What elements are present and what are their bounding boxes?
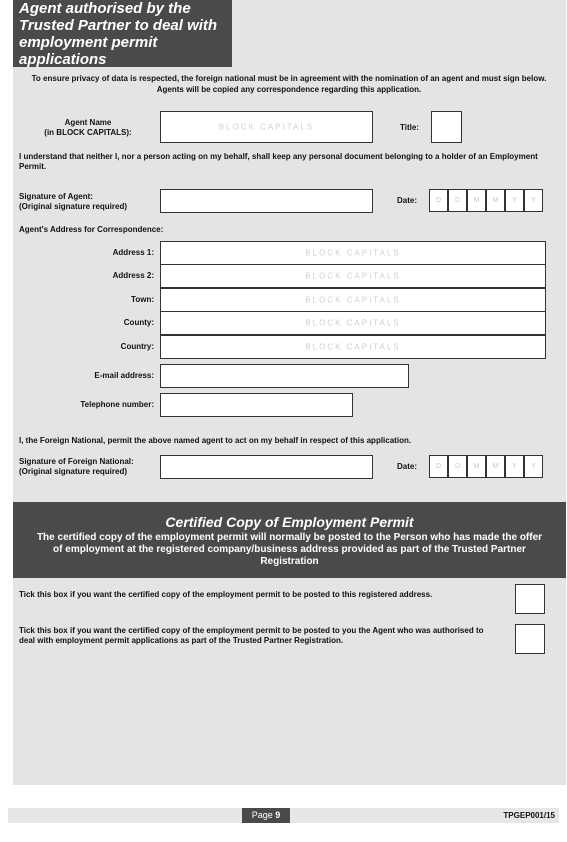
address1-field[interactable] [160, 241, 546, 265]
tick-agent-address-checkbox[interactable] [515, 624, 545, 654]
agent-signature-label-line2: (Original signature required) [19, 202, 128, 211]
form-code: TPGEP001/15 [503, 811, 555, 820]
address2-label: Address 2: [112, 271, 154, 280]
agent-name-label-line2: (in BLOCK CAPITALS): [44, 128, 132, 137]
tick1-text: Tick this box if you want the certified copy of the employment permit to be posted to this registered address. [19, 590, 433, 599]
title-line-2: Trusted Partner to deal with [19, 17, 218, 34]
permit-statement: I, the Foreign National, permit the above named agent to act on my behalf in respect of this application. [19, 436, 412, 445]
town-field[interactable] [160, 288, 546, 312]
fn-date-month-1[interactable]: M [467, 455, 486, 478]
agent-signature-label-line1: Signature of Agent: [19, 192, 93, 201]
page-number [242, 808, 290, 823]
certified-copy-title: Certified Copy of Employment Permit [165, 514, 414, 530]
address2-field[interactable] [160, 264, 546, 288]
address-heading: Agent's Address for Correspondence: [19, 225, 164, 234]
fn-date-day-1[interactable]: D [429, 455, 448, 478]
county-field[interactable] [160, 311, 546, 335]
title-line-3: employment permit [19, 34, 158, 51]
agent-name-label-line1: Agent Name [64, 118, 112, 127]
agent-name-field[interactable] [160, 111, 373, 143]
title-line-4: applications [19, 51, 107, 68]
fn-date-month-2[interactable]: M [486, 455, 505, 478]
agent-signature-field[interactable] [160, 189, 373, 213]
phone-field[interactable] [160, 393, 353, 417]
fn-signature-label-line2: (Original signature required) [19, 467, 128, 476]
email-field[interactable] [160, 364, 409, 388]
fn-date-label: Date: [397, 462, 418, 471]
county-placeholder: BLOCK CAPITALS [305, 318, 401, 328]
address1-placeholder: BLOCK CAPITALS [305, 248, 401, 258]
agent-date-day-1[interactable]: D [429, 189, 448, 212]
fn-date-day-2[interactable]: D [448, 455, 467, 478]
fn-date-year-1[interactable]: Y [505, 455, 524, 478]
country-placeholder: BLOCK CAPITALS [305, 342, 401, 352]
email-label: E-mail address: [94, 371, 154, 380]
fn-signature-field[interactable] [160, 455, 373, 479]
town-placeholder: BLOCK CAPITALS [305, 295, 401, 305]
county-label: County: [123, 318, 154, 327]
understand-statement: I understand that neither I, nor a person acting on my behalf, shall keep any personal document belonging to a holder of an Employment Permit. [19, 152, 538, 171]
agent-date-year-2[interactable]: Y [524, 189, 543, 212]
town-label: Town: [131, 295, 154, 304]
fn-date-year-2[interactable]: Y [524, 455, 543, 478]
certified-copy-text: The certified copy of the employment permit will normally be posted to the Person who has made the offer of employment at the registered company/business address provided as part of the Trusted Partner Registration [36, 532, 543, 567]
section-title [13, 0, 232, 67]
agent-date-day-2[interactable]: D [448, 189, 467, 212]
certified-copy-banner [13, 502, 566, 578]
agent-date-month-1[interactable]: M [467, 189, 486, 212]
privacy-intro: To ensure privacy of data is respected, the foreign national must be in agreement with the nomination of an agent and must sign below. Agents will be copied any correspondence regarding this application. [31, 74, 547, 94]
agent-date-label: Date: [397, 196, 418, 205]
address1-label: Address 1: [112, 248, 154, 257]
page-number-value: 9 [275, 810, 281, 820]
address2-placeholder: BLOCK CAPITALS [305, 271, 401, 281]
agent-date-year-1[interactable]: Y [505, 189, 524, 212]
agent-signature-label [19, 192, 159, 212]
tick2-text: Tick this box if you want the certified copy of the employment permit to be posted to you the Agent who was authorised to deal with employment permit applications as part of the Trusted Partner Registration. [19, 626, 484, 645]
fn-signature-label-line1: Signature of Foreign National: [19, 457, 134, 466]
country-label: Country: [120, 342, 154, 351]
tick-registered-address-checkbox[interactable] [515, 584, 545, 614]
country-field[interactable] [160, 335, 546, 359]
title-label: Title: [400, 123, 419, 132]
title-line-1: Agent authorised by the [19, 0, 191, 17]
title-field[interactable] [431, 111, 462, 143]
agent-date-month-2[interactable]: M [486, 189, 505, 212]
page-label: Page [251, 810, 273, 820]
fn-signature-label [19, 457, 159, 477]
agent-name-label [24, 118, 152, 138]
phone-label: Telephone number: [80, 400, 154, 409]
agent-name-placeholder: BLOCK CAPITALS [218, 122, 315, 132]
